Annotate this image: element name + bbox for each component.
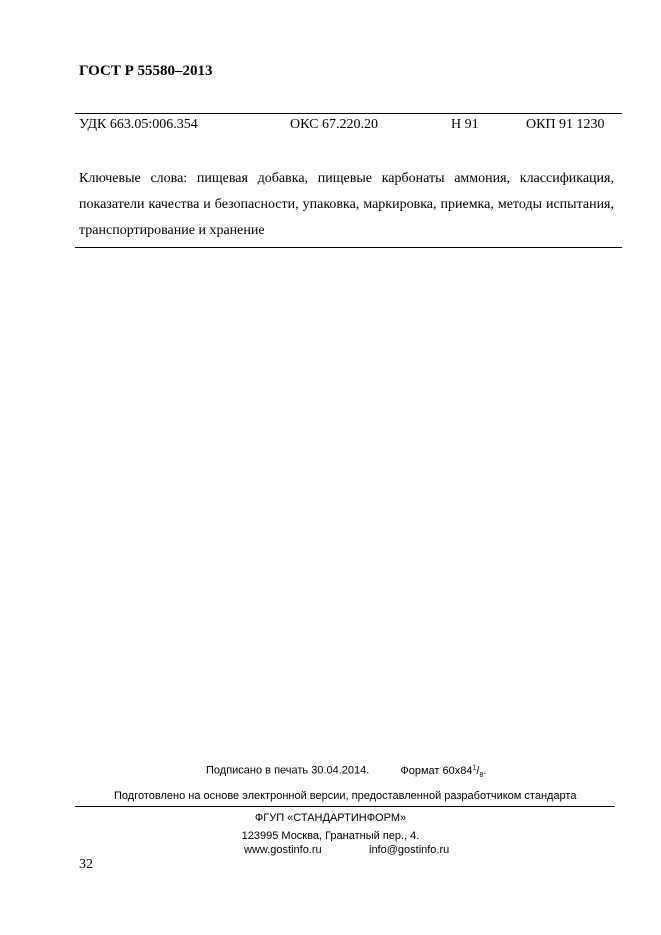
udk-code: УДК 663.05:006.354 (79, 117, 198, 132)
prepared-note: Подготовлено на основе электронной версии, предоставленной разработчиком стандарта (114, 790, 577, 802)
publisher-address: 123995 Москва, Гранатный пер., 4. (241, 830, 420, 842)
imprint-signed (206, 764, 486, 779)
print-format: Формат $60х84^1/_8$. (400, 764, 487, 779)
okp-code: ОКП 91 1230 (526, 117, 605, 132)
oks-code: ОКС 67.220.20 (290, 117, 378, 132)
publisher-name: ФГУП «СТАНДАРТИНФОРМ» (254, 812, 407, 824)
keywords-paragraph: Ключевые слова: пищевая добавка, пищевые карбонаты аммония, классификация, показатели качества и безопасности, упаковка, маркировка, приемка, методы испытания, транспортирование и хранение (79, 171, 614, 238)
publisher-email: info@gostinfo.ru (369, 844, 450, 856)
keywords-divider (75, 247, 622, 248)
publisher-website: www.gostinfo.ru (244, 844, 322, 856)
top-divider (75, 113, 622, 114)
imprint-divider (75, 806, 615, 807)
group-code: Н 91 (451, 117, 479, 132)
standard-number: ГОСТ Р 55580–2013 (79, 63, 213, 79)
signed-date: Подписано в печать 30.04.2014. (206, 764, 370, 777)
page-number: 32 (79, 857, 93, 872)
